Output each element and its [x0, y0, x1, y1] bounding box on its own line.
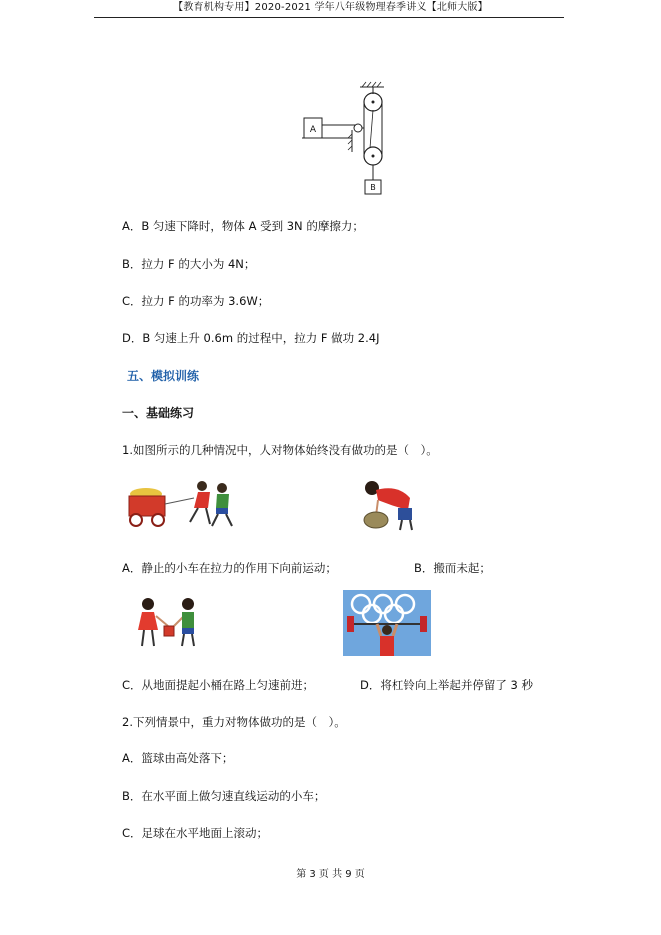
prev-option-a: A．B 匀速下降时，物体 A 受到 3N 的摩擦力；	[122, 219, 364, 233]
prev-option-c: C．拉力 F 的功率为 3.6W；	[122, 294, 270, 308]
label-a: A	[309, 125, 317, 135]
header-divider	[94, 17, 564, 18]
weightlifter-image	[343, 590, 431, 656]
lifting-rock-image	[358, 478, 420, 532]
q1-option-a: A．静止的小车在拉力的作用下向前运动；	[122, 561, 337, 575]
q1-option-d: D．将杠铃向上举起并停留了 3 秒	[360, 678, 533, 692]
pulley-diagram	[300, 80, 395, 198]
section-title: 五、模拟训练	[127, 369, 200, 383]
carrying-bucket-image	[126, 596, 206, 650]
q2-option-c: C．足球在水平地面上滚动；	[122, 826, 269, 840]
q1-stem: 1.如图所示的几种情况中，人对物体始终没有做功的是（ ）。	[122, 443, 438, 457]
q1-option-b: B．搬而未起；	[414, 561, 491, 575]
prev-option-b: B．拉力 F 的大小为 4N；	[122, 257, 256, 271]
q2-stem: 2.下列情景中，重力对物体做功的是（ ）。	[122, 715, 346, 729]
page-header: 【教育机构专用】2020-2021 学年八年级物理春季讲义【北师大版】	[173, 2, 488, 13]
prev-option-d: D．B 匀速上升 0.6m 的过程中，拉力 F 做功 2.4J	[122, 331, 380, 345]
label-b: B	[370, 183, 376, 192]
page-footer: 第 3 页 共 9 页	[296, 869, 365, 880]
q2-option-b: B．在水平面上做匀速直线运动的小车；	[122, 789, 326, 803]
subsection-title: 一、基础练习	[122, 406, 195, 420]
q1-option-c: C．从地面提起小桶在路上匀速前进；	[122, 678, 315, 692]
q2-option-a: A．篮球由高处落下；	[122, 751, 234, 765]
cart-pulling-image	[124, 478, 236, 530]
